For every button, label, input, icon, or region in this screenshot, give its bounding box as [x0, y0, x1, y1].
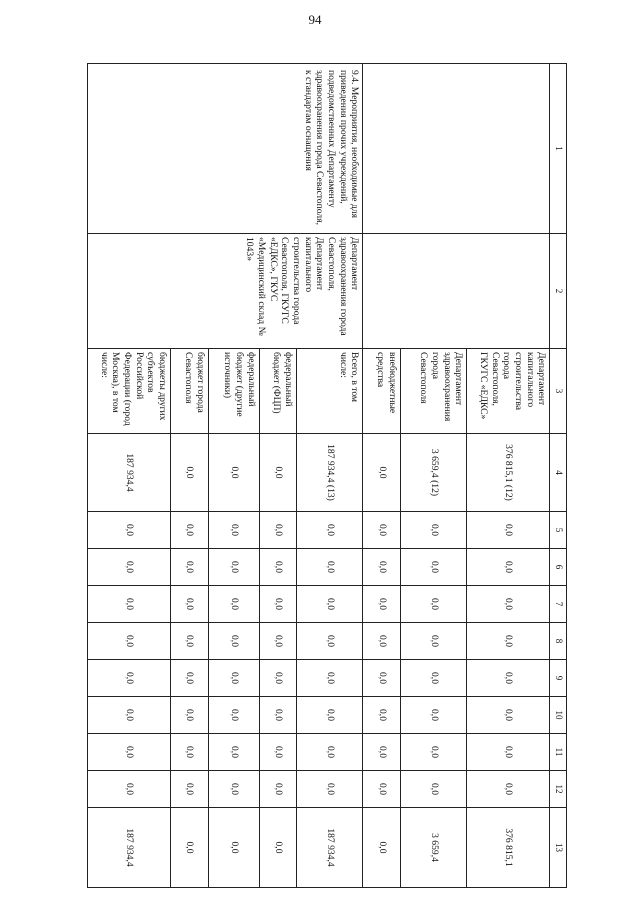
budget-table: [87, 63, 567, 888]
value-cell: 0,0: [171, 623, 209, 660]
value-cell: 0,0: [467, 549, 550, 586]
item-name-cell: [363, 64, 550, 234]
table-row: [297, 64, 363, 888]
funding-source: федеральный бюджет (другие источники): [208, 349, 259, 434]
value-cell: 0,0: [208, 586, 259, 623]
value-cell: 0,0: [363, 623, 401, 660]
column-number: 10: [550, 697, 567, 734]
column-number: 13: [550, 808, 567, 888]
value-cell: 0,0: [88, 549, 171, 586]
funding-source: Департамент капитального строительства города Севастополя, ГКУГС «ЕДКС»: [467, 349, 550, 434]
executor-cell: [363, 234, 550, 349]
value-cell: 0,0: [297, 586, 363, 623]
rotated-table-container: [87, 63, 567, 883]
value-cell: 0,0: [259, 549, 297, 586]
value-cell: 0,0: [297, 771, 363, 808]
value-cell: 0,0: [363, 697, 401, 734]
value-cell: 0,0: [401, 697, 467, 734]
funding-source: Департамент здравоохранения города Севастополя: [401, 349, 467, 434]
value-cell: 0,0: [208, 808, 259, 888]
value-cell: 0,0: [401, 512, 467, 549]
value-cell: 0,0: [467, 697, 550, 734]
value-cell: 0,0: [259, 434, 297, 512]
column-number: 7: [550, 586, 567, 623]
value-cell: 0,0: [208, 771, 259, 808]
value-cell: 187 934,4: [88, 434, 171, 512]
value-cell: 0,0: [401, 660, 467, 697]
value-cell: 0,0: [401, 623, 467, 660]
value-cell: 187 934,4: [297, 808, 363, 888]
value-cell: 0,0: [88, 623, 171, 660]
value-cell: 0,0: [171, 586, 209, 623]
value-cell: 0,0: [297, 512, 363, 549]
value-cell: 0,0: [363, 808, 401, 888]
column-number: 6: [550, 549, 567, 586]
value-cell: 0,0: [297, 660, 363, 697]
value-cell: 187 934,4 (13): [297, 434, 363, 512]
value-cell: 0,0: [297, 697, 363, 734]
value-cell: 0,0: [467, 512, 550, 549]
value-cell: 376 815,1: [467, 808, 550, 888]
value-cell: 0,0: [208, 512, 259, 549]
item-name: 9.4. Мероприятия, необходимые для приведения прочих учреждений, подведомственных Департаменту здравоохранения города Севастополя, к стандартам оснащения: [88, 64, 363, 234]
value-cell: 0,0: [88, 697, 171, 734]
value-cell: 0,0: [171, 771, 209, 808]
value-cell: 0,0: [171, 660, 209, 697]
value-cell: 0,0: [363, 660, 401, 697]
value-cell: 0,0: [208, 697, 259, 734]
column-number-row: [550, 64, 567, 888]
value-cell: 0,0: [297, 549, 363, 586]
value-cell: 187 934,4: [88, 808, 171, 888]
value-cell: 0,0: [467, 734, 550, 771]
funding-source: Всего, в том числе:: [297, 349, 363, 434]
value-cell: 0,0: [259, 734, 297, 771]
value-cell: 0,0: [208, 549, 259, 586]
value-cell: 0,0: [171, 808, 209, 888]
value-cell: 0,0: [467, 771, 550, 808]
value-cell: 0,0: [363, 771, 401, 808]
value-cell: 0,0: [171, 697, 209, 734]
value-cell: 0,0: [88, 586, 171, 623]
column-number: 4: [550, 434, 567, 512]
column-number: 11: [550, 734, 567, 771]
value-cell: 0,0: [401, 549, 467, 586]
value-cell: 0,0: [259, 771, 297, 808]
funding-source: внебюджетные средства: [363, 349, 401, 434]
value-cell: 0,0: [467, 660, 550, 697]
value-cell: 0,0: [88, 512, 171, 549]
value-cell: 0,0: [259, 660, 297, 697]
value-cell: 0,0: [363, 512, 401, 549]
value-cell: 0,0: [208, 660, 259, 697]
item-executors: Департамент здравоохранения города Севастополя, Департамент капитального строительства города Севастополя, ГКУГС «ЕДКС», ГКУС «Медицинский склад № 1043»: [88, 234, 363, 349]
value-cell: 0,0: [208, 734, 259, 771]
column-number: 8: [550, 623, 567, 660]
value-cell: 0,0: [88, 771, 171, 808]
column-number: 3: [550, 349, 567, 434]
value-cell: 0,0: [88, 660, 171, 697]
value-cell: 0,0: [297, 734, 363, 771]
table-row: [467, 64, 550, 888]
value-cell: 0,0: [363, 734, 401, 771]
page-number: 94: [308, 12, 322, 27]
value-cell: 0,0: [363, 434, 401, 512]
value-cell: 3 659,4: [401, 808, 467, 888]
value-cell: 0,0: [171, 434, 209, 512]
value-cell: 0,0: [208, 623, 259, 660]
column-number: 9: [550, 660, 567, 697]
value-cell: 0,0: [401, 586, 467, 623]
funding-source: федеральный бюджет (ФЦП): [259, 349, 297, 434]
funding-source: бюджеты других субъектов Российской Федерации (город Москва), в том числе:: [88, 349, 171, 434]
value-cell: 0,0: [259, 808, 297, 888]
column-number: 12: [550, 771, 567, 808]
column-number: 5: [550, 512, 567, 549]
column-number: 2: [550, 234, 567, 349]
value-cell: 0,0: [88, 734, 171, 771]
value-cell: 0,0: [171, 512, 209, 549]
value-cell: 3 659,4 (12): [401, 434, 467, 512]
value-cell: 0,0: [259, 586, 297, 623]
value-cell: 0,0: [171, 549, 209, 586]
value-cell: 0,0: [259, 697, 297, 734]
value-cell: 0,0: [401, 771, 467, 808]
value-cell: 0,0: [171, 734, 209, 771]
value-cell: 0,0: [467, 623, 550, 660]
value-cell: 0,0: [467, 586, 550, 623]
value-cell: 0,0: [259, 623, 297, 660]
value-cell: 376 815,1 (12): [467, 434, 550, 512]
value-cell: 0,0: [208, 434, 259, 512]
funding-source: бюджет города Севастополя: [171, 349, 209, 434]
value-cell: 0,0: [363, 586, 401, 623]
value-cell: 0,0: [297, 623, 363, 660]
value-cell: 0,0: [401, 734, 467, 771]
value-cell: 0,0: [259, 512, 297, 549]
column-number: 1: [550, 64, 567, 234]
value-cell: 0,0: [363, 549, 401, 586]
